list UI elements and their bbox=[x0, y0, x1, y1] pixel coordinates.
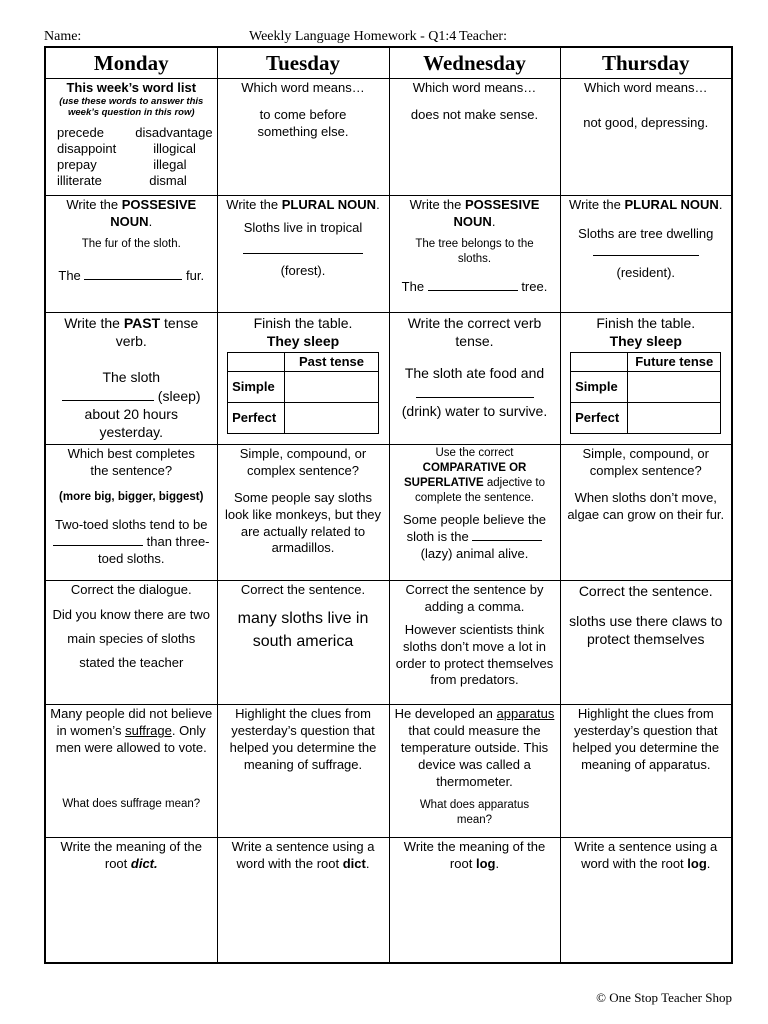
cell-mon-7 bbox=[45, 838, 217, 964]
cell-tue-3 bbox=[217, 313, 389, 445]
instruction: Use the correct bbox=[435, 447, 514, 459]
answer-blank[interactable] bbox=[472, 540, 542, 541]
answer-blank[interactable] bbox=[62, 400, 154, 401]
answer-blank[interactable] bbox=[84, 279, 182, 280]
word: illegal bbox=[153, 157, 187, 173]
word: disadvantage bbox=[135, 124, 213, 140]
page-title: Weekly Language Homework - Q1:4 bbox=[249, 29, 457, 44]
answer-prefix: The bbox=[58, 267, 81, 283]
row-corrections bbox=[45, 581, 732, 705]
sentence: The fur of the sloth. bbox=[81, 237, 181, 250]
sentence: Sloths live in tropical bbox=[243, 219, 363, 235]
cell-thu-7: Write a sentence using a word with the root log. bbox=[560, 838, 732, 964]
sentence-end: (drink) water to survive. bbox=[401, 402, 548, 419]
vocab-word: apparatus bbox=[496, 706, 555, 721]
instruction: Finish the table. bbox=[596, 315, 696, 331]
cell-thu-2: Write the PLURAL NOUN. Sloths are tree dwelling (resident). bbox=[560, 196, 732, 313]
sentence-start: The sloth ate food and bbox=[404, 365, 545, 382]
instruction-bold: POSSESIVE NOUN bbox=[453, 197, 540, 229]
question: Which best completes the sentence? bbox=[67, 446, 195, 478]
instruction: tense verb. bbox=[115, 315, 199, 350]
cell-wed-3 bbox=[389, 313, 560, 445]
answer-blank[interactable] bbox=[243, 239, 363, 254]
corner-cell bbox=[571, 353, 628, 372]
answer-blank[interactable] bbox=[428, 290, 518, 291]
root-word: dict bbox=[342, 855, 366, 871]
cell-wed-7: Write the meaning of the root log. bbox=[389, 838, 560, 964]
instruction: Write the correct verb tense. bbox=[407, 315, 542, 350]
cell-mon-1 bbox=[45, 79, 217, 196]
tense-table bbox=[570, 352, 721, 434]
cell-mon-5 bbox=[45, 581, 217, 705]
question: Which word means… bbox=[583, 80, 708, 95]
instruction-bold: PAST bbox=[123, 315, 161, 331]
cell-mon-6 bbox=[45, 705, 217, 838]
sentence: many sloths live in south america bbox=[237, 609, 369, 651]
instruction: Write the meaning of the root bbox=[60, 839, 202, 871]
sentence-end: about 20 hours yesterday. bbox=[84, 405, 178, 440]
word: dismal bbox=[149, 173, 187, 189]
day-thursday: Thursday bbox=[560, 47, 732, 79]
homework-grid bbox=[44, 46, 733, 964]
sentence-start: The sloth bbox=[102, 369, 161, 386]
options: (more big, bigger, biggest) bbox=[59, 490, 204, 503]
row-context-clues bbox=[45, 705, 732, 838]
question: Which word means… bbox=[412, 80, 537, 95]
cell-wed-2: Write the POSSESIVE NOUN. The tree belongs to the sloths. The tree. bbox=[389, 196, 560, 313]
instruction: Write the meaning of the root bbox=[403, 839, 546, 871]
cell-thu-3 bbox=[560, 313, 732, 445]
instruction: Write a sentence using a word with the root bbox=[231, 839, 375, 871]
column-header: Future tense bbox=[628, 353, 721, 372]
cell-wed-1 bbox=[389, 79, 560, 196]
sentence: Some people say sloths look like monkeys, but they are actually related to armadillos. bbox=[224, 489, 382, 556]
sentence: sloths use there claws to protect themselves bbox=[569, 613, 723, 648]
question: What does apparatus mean? bbox=[419, 799, 530, 827]
answer-blank[interactable] bbox=[593, 243, 699, 256]
definition: not good, depressing. bbox=[583, 114, 709, 130]
cell-tue-2: Write the PLURAL NOUN. Sloths live in tropical (forest). bbox=[217, 196, 389, 313]
base-word: (resident). bbox=[616, 264, 676, 280]
teacher-label: Teacher: bbox=[459, 29, 507, 44]
cell-wed-4 bbox=[389, 445, 560, 581]
table-subject: They sleep bbox=[609, 333, 682, 350]
instruction: Write the bbox=[409, 197, 462, 212]
answer-cell[interactable] bbox=[628, 403, 721, 434]
instruction: Write the bbox=[569, 197, 621, 212]
cell-tue-6 bbox=[217, 705, 389, 838]
cell-thu-1 bbox=[560, 79, 732, 196]
definition: to come before something else. bbox=[257, 106, 349, 139]
row-nouns bbox=[45, 196, 732, 313]
sentence-end: (lazy) animal alive. bbox=[420, 545, 529, 561]
cell-tue-7: Write a sentence using a word with the root dict. bbox=[217, 838, 389, 964]
instruction: Write the bbox=[64, 315, 120, 331]
tense-table bbox=[227, 352, 379, 434]
instruction-bold: PLURAL NOUN bbox=[624, 197, 719, 212]
day-wednesday: Wednesday bbox=[389, 47, 560, 79]
copyright-footer: © One Stop Teacher Shop bbox=[596, 990, 732, 1005]
instruction: Finish the table. bbox=[253, 315, 353, 331]
word: illogical bbox=[153, 140, 196, 156]
cell-wed-6 bbox=[389, 705, 560, 838]
question: Correct the sentence by adding a comma. bbox=[405, 582, 544, 614]
day-monday: Monday bbox=[45, 47, 217, 79]
column-header: Past tense bbox=[285, 353, 379, 372]
word: prepay bbox=[57, 157, 97, 173]
question: Correct the dialogue. bbox=[70, 582, 192, 597]
sentence-start: He developed an bbox=[394, 706, 493, 721]
instruction-bold: POSSESIVE NOUN bbox=[110, 197, 197, 229]
word-list-note: (use these words to answer this week’s question in this row) bbox=[59, 95, 204, 118]
word-list-title: This week’s word list bbox=[66, 80, 197, 95]
row-verbs bbox=[45, 313, 732, 445]
row-sentences bbox=[45, 445, 732, 581]
instruction-bold: PLURAL NOUN bbox=[281, 197, 377, 212]
row-roots bbox=[45, 838, 732, 964]
table-subject: They sleep bbox=[266, 333, 340, 350]
instruction: adjective to complete the sentence. bbox=[415, 476, 546, 504]
sentence-end: that could measure the temperature outside. This device was called a thermometer. bbox=[400, 722, 549, 789]
row-label: Simple bbox=[228, 372, 285, 403]
sentence: The tree belongs to the sloths. bbox=[415, 237, 534, 265]
base-word: (forest). bbox=[280, 262, 326, 278]
word: illiterate bbox=[57, 173, 102, 189]
name-label: Name: bbox=[44, 29, 82, 44]
root-word: dict. bbox=[130, 855, 158, 871]
answer-suffix: tree. bbox=[521, 278, 548, 294]
cell-thu-4 bbox=[560, 445, 732, 581]
cell-wed-5 bbox=[389, 581, 560, 705]
sentence: However scientists think sloths don’t move a lot in order to protect themselves from predators. bbox=[395, 621, 554, 688]
sentence-start: Two-toed sloths tend to be bbox=[55, 516, 208, 532]
instruction: Write the bbox=[66, 197, 119, 212]
root-word: log bbox=[687, 855, 707, 871]
question: Which word means… bbox=[241, 80, 365, 95]
base-verb: (sleep) bbox=[157, 387, 201, 404]
answer-cell[interactable] bbox=[628, 372, 721, 403]
vocab-word: suffrage bbox=[125, 722, 172, 738]
cell-mon-3 bbox=[45, 313, 217, 445]
word: disappoint bbox=[57, 140, 117, 156]
cell-tue-4 bbox=[217, 445, 389, 581]
sentence-start: Many people did not believe in women’s bbox=[50, 706, 213, 738]
question: What does suffrage mean? bbox=[62, 797, 201, 810]
corner-cell bbox=[228, 353, 285, 372]
definition: does not make sense. bbox=[410, 106, 539, 122]
answer-cell[interactable] bbox=[285, 372, 379, 403]
answer-prefix: The bbox=[401, 278, 425, 294]
root-word: log bbox=[475, 855, 496, 871]
word-list bbox=[49, 125, 214, 190]
sentence: Did you know there are two main species of sloths stated the teacher bbox=[52, 606, 211, 670]
instruction: Highlight the clues from yesterday’s question that helped you determine the meaning of apparatus. bbox=[572, 706, 720, 772]
sentence-end: . Only men were allowed to vote. bbox=[55, 722, 207, 755]
sentence: Sloths are tree dwelling bbox=[578, 225, 714, 241]
answer-blank[interactable] bbox=[416, 383, 534, 398]
cell-mon-4 bbox=[45, 445, 217, 581]
instruction: Write the bbox=[226, 197, 279, 212]
cell-thu-6 bbox=[560, 705, 732, 838]
sentence-start: Some people believe the sloth is the bbox=[402, 511, 547, 544]
row-word-list bbox=[45, 79, 732, 196]
instruction: Highlight the clues from yesterday’s question that helped you determine the meaning of suffrage. bbox=[229, 706, 377, 772]
question: Correct the sentence. bbox=[240, 582, 366, 597]
answer-blank[interactable] bbox=[53, 545, 143, 546]
cell-thu-5 bbox=[560, 581, 732, 705]
question: Simple, compound, or complex sentence? bbox=[239, 446, 367, 478]
instruction-bold: COMPARATIVE OR SUPERLATIVE bbox=[403, 461, 527, 489]
day-tuesday: Tuesday bbox=[217, 47, 389, 79]
cell-tue-1 bbox=[217, 79, 389, 196]
answer-cell[interactable] bbox=[285, 403, 379, 434]
row-label: Simple bbox=[571, 372, 628, 403]
cell-mon-2: Write the POSSESIVE NOUN. The fur of the sloth. The fur. bbox=[45, 196, 217, 313]
word: precede bbox=[57, 124, 104, 140]
sentence: When sloths don’t move, algae can grow on their fur. bbox=[567, 489, 725, 522]
day-header-row bbox=[45, 47, 732, 79]
question: Simple, compound, or complex sentence? bbox=[582, 446, 709, 478]
row-label: Perfect bbox=[228, 403, 285, 434]
answer-suffix: fur. bbox=[186, 267, 205, 283]
instruction: Write a sentence using a word with the root bbox=[574, 839, 718, 871]
question: Correct the sentence. bbox=[578, 583, 713, 599]
sentence-end: than three-toed sloths. bbox=[98, 533, 210, 566]
cell-tue-5 bbox=[217, 581, 389, 705]
row-label: Perfect bbox=[571, 403, 628, 434]
